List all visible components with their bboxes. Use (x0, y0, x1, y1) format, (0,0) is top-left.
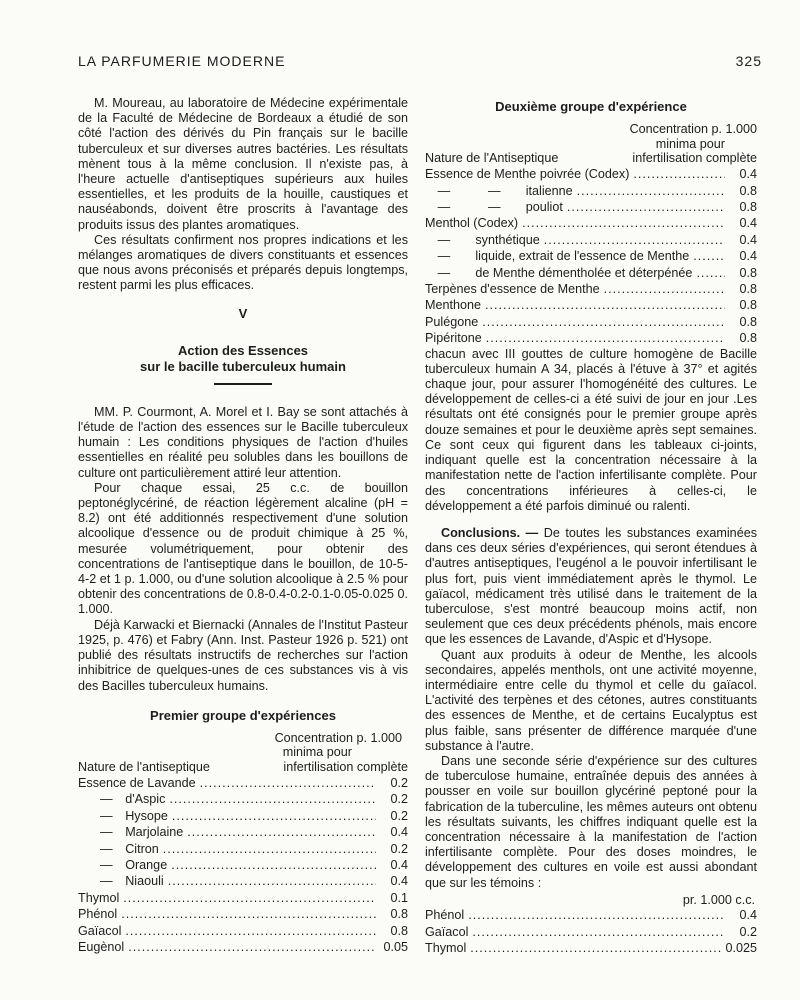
substance-name: Orange (125, 857, 168, 872)
data-table (78, 775, 408, 955)
table-column-headers (78, 760, 408, 775)
dot-leader (577, 183, 725, 199)
substance-name: Terpènes d'essence de Menthe (425, 282, 600, 297)
dot-leader (172, 808, 376, 824)
substance-name: synthétique (475, 232, 540, 247)
table-row-label (78, 824, 183, 840)
substance-name: Hysope (125, 808, 168, 823)
table-row (78, 841, 408, 857)
ditto-mark: — (425, 265, 476, 280)
concentration-value: 0.8 (739, 183, 757, 198)
concentration-value: 0.2 (739, 924, 757, 939)
substance-name: Pipéritone (425, 331, 482, 346)
paragraph: Ces résultats confirment nos propres indications et les mélanges aromatiques de divers constituants et essences que nous avons préconisés et préparés depuis longtemps, restent parmi les plus efficaces. (78, 232, 408, 293)
table-row (425, 215, 757, 231)
concentration-value: 0.4 (739, 249, 757, 264)
ditto-mark: — (425, 232, 476, 247)
substance-name: Phénol (425, 908, 465, 923)
table-row (425, 265, 757, 281)
concentration-value: 0.4 (390, 874, 408, 889)
dot-leader (472, 924, 725, 940)
substance-name: Marjolaine (125, 825, 184, 840)
substance-name: Pulégone (425, 314, 479, 329)
concentration-value: 0.4 (739, 167, 757, 182)
concentration-value: 0.2 (390, 775, 408, 790)
table-row-label (78, 775, 196, 791)
section-title (78, 343, 408, 375)
dot-leader (468, 907, 725, 923)
ditto-mark: — (100, 808, 126, 823)
table-row-label (425, 940, 466, 956)
table-row (78, 923, 408, 939)
table-row (78, 775, 408, 791)
concentration-value: 0.2 (390, 808, 408, 823)
table-row-label (78, 841, 159, 857)
concentration-value: 0.4 (739, 908, 757, 923)
section-title-line: Action des Essences (177, 342, 309, 358)
table-row (78, 939, 408, 955)
substance-name: Niaouli (125, 874, 164, 889)
running-title: LA PARFUMERIE MODERNE (78, 53, 286, 69)
table-row-label (425, 314, 478, 330)
dot-leader (482, 314, 725, 330)
table-row-label (78, 873, 164, 889)
dot-leader (163, 841, 376, 857)
table-row-label (425, 183, 573, 199)
dot-leader (604, 281, 725, 297)
paragraph (425, 526, 757, 648)
ditto-mark: — (100, 857, 126, 872)
substance-name: pouliot (525, 200, 563, 215)
table-row-label (78, 923, 121, 939)
concentration-value: 0.4 (390, 857, 408, 872)
paragraph: chacun avec III gouttes de culture homogène de Bacille tuberculeux humain A 34, placés à l'étuve à 37° et agités chaque jour, pour assurer l'homogénéité des cultures. Le développement de celles-ci a été suivi de jour en jour .Les résultats ont été consignés pour le premier groupe après douze semaines et pour le deuxième après sept semaines. Ce sont ceux qui figurent dans les tableaux ci-joints, indiquant quelle est la concentration nécessaire à la manifestation nette de l'action infertilisante complète. Pour des concentrations inférieures à celles-ci, le développement a été parfois diminué ou ralenti. (425, 346, 757, 513)
column-header: infertilisation complète (283, 759, 408, 774)
substance-name: Thymol (78, 890, 120, 905)
table-row (78, 791, 408, 807)
table-row (425, 314, 757, 330)
table-row-label (425, 281, 600, 297)
dot-leader (693, 248, 725, 264)
dot-leader (121, 906, 376, 922)
table-row-label (425, 166, 629, 182)
substance-name: Essence de Menthe poivrée (Codex) (425, 167, 630, 182)
table-row-label (425, 199, 563, 215)
ditto-mark: — (425, 249, 476, 264)
substance-name: Phénol (78, 907, 118, 922)
concentration-value: 0.8 (390, 907, 408, 922)
table-row-label (425, 215, 518, 231)
concentration-value: 0.8 (739, 265, 757, 280)
substance-name: d'Aspic (125, 792, 166, 807)
dot-leader (123, 890, 376, 906)
table-row (425, 297, 757, 313)
concentration-value: 0.8 (390, 923, 408, 938)
data-table (425, 907, 757, 956)
concentration-value: 0.4 (739, 232, 757, 247)
table-header (425, 122, 757, 151)
concentration-value: 0.8 (739, 314, 757, 329)
dot-leader (696, 265, 725, 281)
dot-leader (171, 857, 376, 873)
table-row-label (425, 232, 540, 248)
table-row (425, 924, 757, 940)
dot-leader (125, 923, 376, 939)
dot-leader (633, 166, 725, 182)
concentration-value: 0.2 (390, 841, 408, 856)
substance-name: Gaïacol (425, 924, 469, 939)
table-row-label (78, 857, 167, 873)
table-row (425, 281, 757, 297)
table-row (78, 890, 408, 906)
table-row (425, 330, 757, 346)
table-column-headers (425, 151, 757, 166)
substance-name: Thymol (425, 941, 467, 956)
page-number: 325 (735, 53, 762, 69)
ditto-mark: — — (425, 183, 526, 198)
table-header-line: Concentration p. 1.000 (629, 122, 757, 137)
table-row (78, 808, 408, 824)
substance-name: Gaïacol (78, 923, 122, 938)
table-row-label (78, 808, 168, 824)
paragraph: Pour chaque essai, 25 c.c. de bouillon peptonéglycériné, de réaction légèrement alcaline (pH = 8.2) ont été additionnés respectivement d'une solution alcoolique d'essence ou de produit chimique à 25 %, mesurée volumétriquement, pour obtenir des concentrations de l'antiseptique dans le bouillon, de 10-5-4-2 et 1 p. 1.000, ou d'une solution alcoolique à 2.5 % pour obtenir des concentrations de 0.8-0.4-0.2-0.1-0.05-0.025 0. 1.000. (78, 480, 408, 617)
dot-leader (200, 775, 376, 791)
substance-name: Menthol (Codex) (425, 216, 519, 231)
section-divider (214, 383, 272, 385)
ditto-mark: — — (425, 200, 526, 215)
substance-name: Essence de Lavande (78, 775, 196, 790)
concentration-value: 0.1 (390, 890, 408, 905)
right-column (425, 99, 757, 957)
dot-leader (485, 297, 725, 313)
table-row (78, 873, 408, 889)
dot-leader (169, 791, 376, 807)
paragraph: MM. P. Courmont, A. Morel et I. Bay se sont attachés à l'étude de l'action des essences sur le Bacille tuberculeux humain : Les conditions physiques de l'action d'huiles essentielles en réalité peu solubles dans les bouillons de culture ont particulièrement attiré leur attention. (78, 404, 408, 480)
dot-leader (544, 232, 725, 248)
dot-leader (128, 939, 376, 955)
dot-leader (486, 330, 725, 346)
concentration-value: 0.8 (739, 331, 757, 346)
concentration-value: 0.2 (390, 792, 408, 807)
column-header: infertilisation complète (632, 151, 757, 166)
table-header (78, 731, 408, 760)
concentration-value: 0.4 (390, 825, 408, 840)
column-header: Nature de l'Antiseptique (425, 151, 559, 166)
table-row-label (425, 330, 482, 346)
table-row (78, 857, 408, 873)
table-row-label (78, 906, 117, 922)
paragraph: Dans une seconde série d'expérience sur des cultures de tuberculose humaine, entraînée depuis des années à pousser en voile sur bouillon glycériné peptoné pour la fabrication de la tuberculine, les mêmes auteurs ont obtenu les résultats suivants, les chiffres indiquant quelle est la concentration nécessaire à la manifestation de l'action infertilisante complète. Pour des doses moindres, le développement des cultures en voile est aussi abondant que sur les témoins : (425, 753, 757, 890)
substance-name: Eugènol (78, 939, 125, 954)
table-row (425, 907, 757, 923)
data-table (425, 166, 757, 346)
table-unit: pr. 1.000 c.c. (682, 892, 755, 907)
concentration-value: 0.8 (739, 200, 757, 215)
table-row-label (425, 924, 468, 940)
paragraph: M. Moureau, au laboratoire de Médecine expérimentale de la Faculté de Médecine de Bordeaux a étudié de son côté l'action des dérivés du Pin français sur le bacille tuberculeux et sur diverses autres bactéries. Les résultats mènent tous à la même conclusion. Il n'existe pas, à l'heure actuelle d'antiseptiques supérieurs aux huiles essentielles, et les produits de la houille, caustiques et nauséabonds, doivent être proscrits à l'avantage des produits issus des plantes aromatiques. (78, 96, 408, 232)
table-title: Premier groupe d'expériences (150, 707, 336, 723)
dot-leader (187, 824, 376, 840)
paragraph: Quant aux produits à odeur de Menthe, les alcools secondaires, appelés menthols, ont une activité moyenne, intermédiaire entre celle du thymol et celle du gaïacol. L'activité des terpènes et des cétones, autres constituants des essences de Menthe, et de certains Eucalyptus est plus faible, sans présenter de différence marquée d'une substance à l'autre. (425, 647, 757, 753)
table-row (425, 183, 757, 199)
table-row (425, 232, 757, 248)
table-row (78, 906, 408, 922)
concentration-value: 0.8 (739, 298, 757, 313)
table-row-label (425, 248, 689, 264)
concentration-value: 0.8 (739, 282, 757, 297)
dot-leader (470, 940, 721, 956)
section-title-line: sur le bacille tuberculeux humain (140, 358, 346, 374)
dot-leader (567, 199, 725, 215)
substance-name: liquide, extrait de l'essence de Menthe (475, 249, 690, 264)
substance-name: Citron (125, 841, 159, 856)
paragraph-text: De toutes les substances examinées dans ces deux séries d'expériences, qui seront étendues à d'autres antiseptiques, l'eugénol a le pouvoir infertilisant le plus fort, puis vient immédiatement après le thymol. Le gaïacol, médicament très utilisé dans le traitement de la tuberculose, s'est montré beaucoup moins actif, non seulement que ces deux précédents phénols, mais encore que les essences de Lavande, d'Aspic et d'Hysope. (425, 525, 757, 647)
table-title: Deuxième groupe d'expérience (495, 99, 687, 114)
table-row (425, 199, 757, 215)
left-column (78, 96, 408, 955)
column-header: Nature de l'antiseptique (78, 759, 210, 774)
table-row-label (425, 265, 692, 281)
conclusions-label: Conclusions. — (441, 525, 539, 540)
ditto-mark: — (100, 874, 126, 889)
substance-name: italienne (525, 183, 573, 198)
table-row-label (78, 791, 165, 807)
table-row-label (78, 939, 124, 955)
concentration-value: 0.4 (739, 216, 757, 231)
running-header (78, 53, 762, 69)
ditto-mark: — (100, 792, 126, 807)
table-header-line: minima pour (282, 745, 352, 760)
table-row (425, 940, 757, 956)
paragraph: Déjà Karwacki et Biernacki (Annales de l'Institut Pasteur 1925, p. 476) et Fabry (Ann. Inst. Pasteur 1926 p. 521) ont publié des résultats instructifs de recherches sur l'action inhibitrice de quelques-unes de ces substances vis à vis des Bacilles tuberculeux humains. (78, 617, 408, 693)
substance-name: Menthone (425, 298, 482, 313)
table-row-label (425, 907, 464, 923)
dot-leader (168, 873, 376, 889)
concentration-value: 0.05 (383, 939, 408, 954)
table-row (78, 824, 408, 840)
substance-name: de Menthe démentholée et déterpénée (475, 265, 693, 280)
table-row-label (78, 890, 119, 906)
section-number: V (238, 305, 248, 321)
table-row-label (425, 297, 481, 313)
ditto-mark: — (100, 825, 126, 840)
table-row (425, 166, 757, 182)
table-row (425, 248, 757, 264)
concentration-value: 0.025 (725, 941, 757, 956)
table-header-line: minima pour (655, 136, 725, 151)
ditto-mark: — (100, 841, 126, 856)
table-header-line: Concentration p. 1.000 (274, 730, 402, 745)
dot-leader (522, 215, 725, 231)
